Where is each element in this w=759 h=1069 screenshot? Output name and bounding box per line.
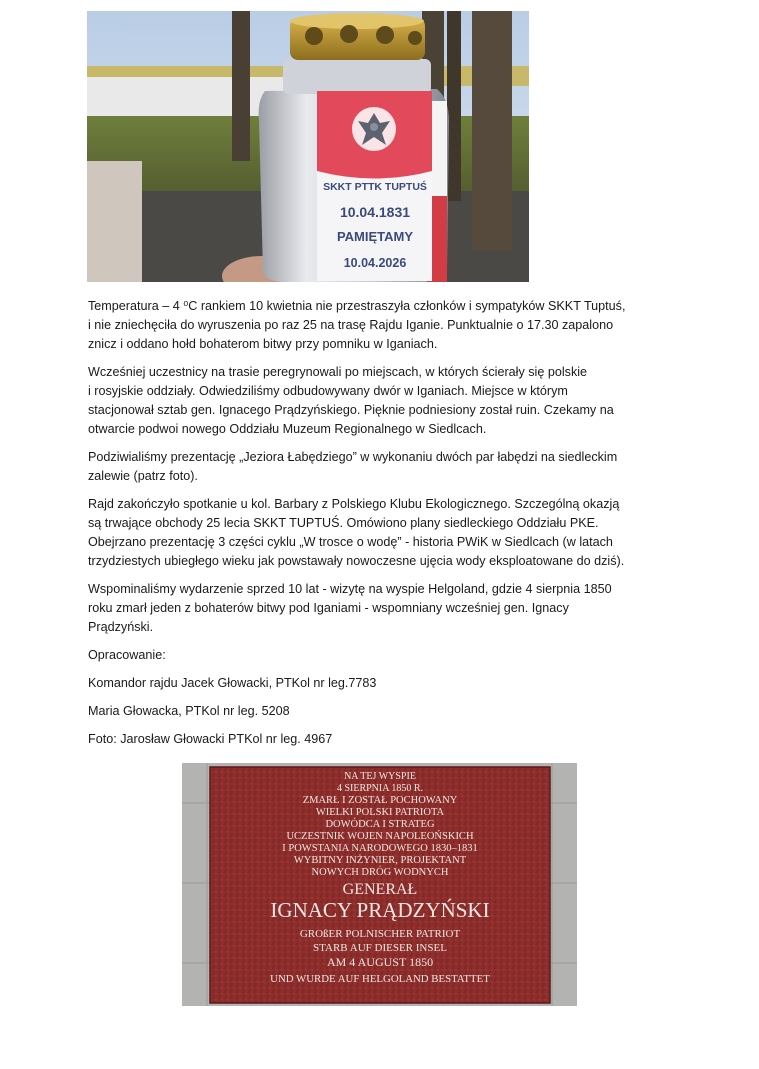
text-line: znicz i oddano hołd bohaterom bitwy przy pomniku w Iganiach. [88,337,438,351]
text-line: stacjonował sztab gen. Ignacego Prądzyńskiego. Pięknie podniesiony został ruin. Czekamy na [88,403,614,417]
paragraph [88,297,688,354]
text-line: i nie zniechęciła do wyruszenia po raz 25 na trasę Rajdu Iganie. Punktualnie o 17.30 zapalono [88,318,614,332]
paragraph [88,495,688,571]
text-line: i rosyjskie oddziały. Odwiedziliśmy odbudowywany dwór w Iganiach. Miejsce w którym [88,384,568,398]
plaque-photo [182,763,577,1006]
plaque-line: NOWYCH DRÓG WODNYCH [311,867,449,878]
credit-line [88,730,688,749]
plaque-line: IGNACY PRĄDZYŃSKI [270,898,490,922]
plaque-line: I POWSTANIA NARODOWEGO 1830–1831 [282,843,478,854]
label-word: PAMIĘTAMY [336,229,414,244]
plaque-line: GENERAŁ [342,881,418,898]
plaque-line: DOWÓDCA I STRATEG [325,819,435,830]
text-line: Maria Głowacka, PTKol nr leg. 5208 [88,704,290,718]
text-line: zalewie (patrz foto). [88,469,198,483]
paragraph [88,448,688,486]
text-line: są trwające obchody 25 lecia SKKT TUPTUŚ. Omówiono plany siedleckiego Oddziału PKE. [88,516,599,530]
text-line: Foto: Jarosław Głowacki PTKol nr leg. 4967 [88,732,333,746]
label-org: SKKT PTTK TUPTUŚ [323,181,427,193]
plaque-line: UND WURDE AUF HELGOLAND BESTATTET [270,973,490,985]
plaque-line: UCZESTNIK WOJEN NAPOLEOŃSKICH [286,831,474,842]
candle-photo [87,11,529,282]
credits-heading [88,646,688,665]
plaque-line: NA TEJ WYSPIE [344,771,416,782]
text-line: trzydziestych ubiegłego wieku jak powstawały nowoczesne ujęcia wody eksploatowane do dziś). [88,554,625,568]
plaque-line: STARB AUF DIESER INSEL [313,942,447,954]
plaque-line: 4 SIERPNIA 1850 R. [336,783,424,794]
text-line: Prądzyński. [88,620,154,634]
label-date2: 10.04.2026 [343,256,407,270]
text-line: Komandor rajdu Jacek Głowacki, PTKol nr leg.7783 [88,676,377,690]
label-date1: 10.04.1831 [339,204,411,220]
text-line: Obejrzano prezentację 3 części cyklu „W trosce o wodę” - historia PWiK w Siedlcach (w latach [88,535,613,549]
paragraph [88,363,688,439]
text-line: Wspominaliśmy wydarzenie sprzed 10 lat - wizytę na wyspie Helgoland, gdzie 4 sierpnia 1850 [88,582,612,596]
plaque-line: WIELKI POLSKI PATRIOTA [315,807,445,818]
text-line: Wcześniej uczestnicy na trasie peregrynowali po miejscach, w których ścierały się polskie [88,365,588,379]
candle-illustration [87,11,529,282]
text-line: Temperatura – 4 ⁰C rankiem 10 kwietnia nie przestraszyła członków i sympatyków SKKT Tuptuś, [88,299,626,313]
paragraph [88,580,688,637]
text-line: Opracowanie: [88,648,166,662]
text-line: Rajd zakończyło spotkanie u kol. Barbary z Polskiego Klubu Ekologicznego. Szczególną okazją [88,497,620,511]
plaque-line: GROßER POLNISCHER PATRIOT [299,928,461,940]
text-line: otwarcie podwoi nowego Oddziału Muzeum Regionalnego w Siedlcach. [88,422,487,436]
plaque-illustration [182,763,577,1006]
article-body [88,297,688,758]
plaque-line: AM 4 AUGUST 1850 [326,955,434,969]
credit-line [88,702,688,721]
text-line: Podziwialiśmy prezentację „Jeziora Łabędziego” w wykonaniu dwóch par łabędzi na siedleckim [88,450,618,464]
credit-line [88,674,688,693]
plaque-line: ZMARŁ I ZOSTAŁ POCHOWANY [302,795,458,806]
text-line: roku zmarł jeden z bohaterów bitwy pod Iganiami - wspomniany wcześniej gen. Ignacy [88,601,569,615]
plaque-line: WYBITNY INŻYNIER, PROJEKTANT [293,855,467,866]
